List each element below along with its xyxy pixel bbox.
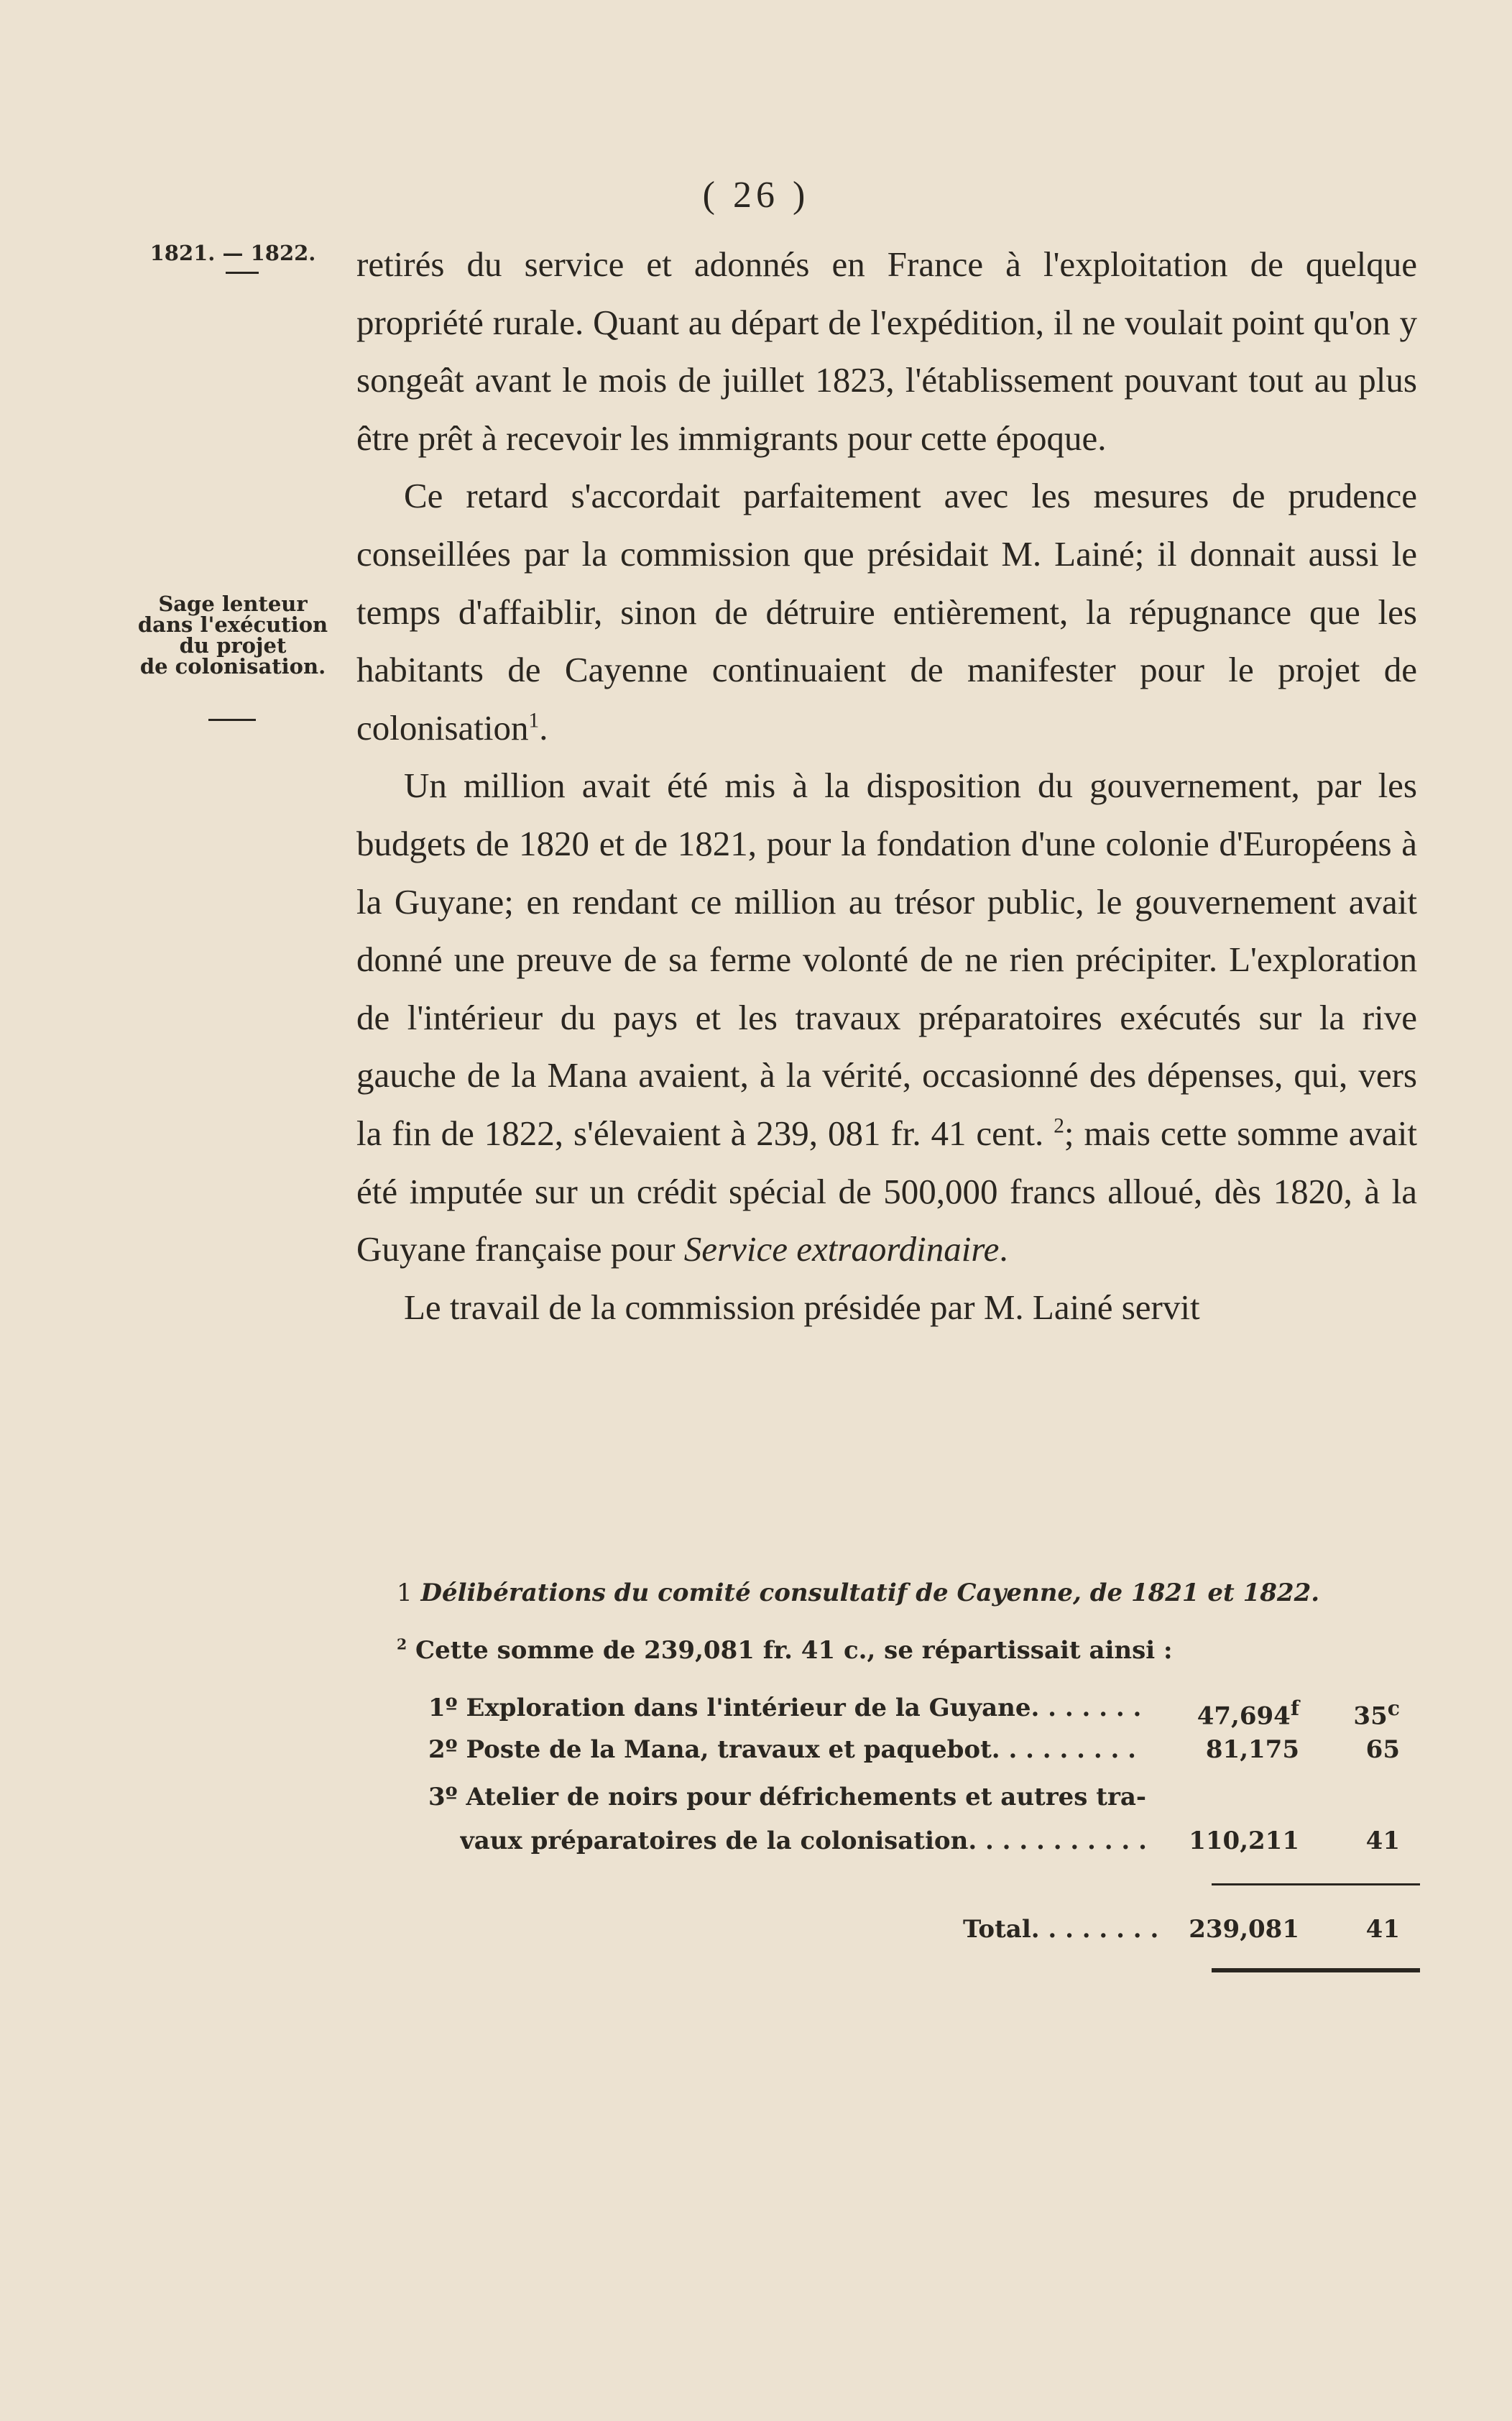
total-double-rule [1212,1968,1420,1972]
margin-sage-line: du projet [179,633,287,658]
total-label: Total. . . . . . . . [963,1915,1159,1944]
expense-francs: 47,694$^f$ [1197,1696,1299,1731]
margin-sage-underline [208,719,256,721]
paragraph-text: Un million avait été mis à la disposition du gouvernement, par les budgets de 1820 et de 1821, pour la fondation d'une colonie d'Européens à la Guyane; en rendant ce million au trésor public, le gouvernement avait donné une preuve de sa ferme volonté de ne rien précipiter. L'exploration de l'intérieur du pays et les travaux préparatoires exécutés sur la rive gauche de la Mana avaient, à la vérité, occasionné des dépenses, qui, vers la fin de 1822, s'élevaient à 239, 081 fr. 41 cent. [356,766,1417,1153]
expense-cents: 35$^c$ [1353,1696,1400,1731]
expense-francs: 110,211 [1189,1827,1299,1855]
footnote-text: Délibérations du comité consultatif de Cayenne, de 1821 et 1822. [420,1579,1320,1607]
page-number: ( 26 ) [702,175,810,216]
italic-phrase: Service extraordinaire [683,1229,1000,1269]
paragraph [356,1279,1417,1337]
total-cents: 41 [1365,1915,1400,1944]
expense-label: 3º Atelier de noirs pour défrichements et autres tra- [428,1783,1147,1811]
francs-unit: f [1290,1696,1299,1720]
footnote-mark: 1 [397,1579,412,1607]
margin-date-note: 1821. — 1822. [149,241,316,265]
paragraph [356,757,1417,1278]
footnote-ref[interactable]: 2 [1054,1114,1064,1138]
footnote-1 [397,1576,1417,1610]
paragraph-text: Le travail de la commission présidée par M. Lainé servit [404,1287,1200,1327]
margin-sage-line: dans l'exécution [137,612,328,637]
paragraph-end: . [999,1229,1008,1269]
footnote-ref[interactable]: 1 [528,709,540,732]
margin-sage-note [133,594,333,677]
expense-label: 1º Exploration dans l'intérieur de la Guyane. . . . . . . [428,1694,1142,1722]
paragraph-text: retirés du service et adonnés en France à l'exploitation de quelque propriété rurale. Quant au départ de l'expédition, il ne voulait point qu'on y songeât avant le mois de juillet 1823, l'établissement pouvant tout au plus être prêt à recevoir les immigrants pour cette époque. [356,244,1417,458]
main-text [356,236,1417,1336]
sum-rule [1212,1883,1420,1885]
paragraph [356,467,1417,757]
expense-francs: 81,175 [1205,1735,1299,1764]
total-francs: 239,081 [1189,1915,1299,1944]
paragraph-continued [356,236,1417,467]
margin-sage-line: Sage lenteur [158,592,308,616]
expense-label: 2º Poste de la Mana, travaux et paquebot. . . . . . . . . [428,1735,1137,1764]
paragraph-text: Ce retard s'accordait parfaitement avec les mesures de prudence conseillées par la commission que présidait M. Lainé; il donnait aussi le temps d'affaiblir, sinon de détruire entièrement, la répugnance que les habitants de Cayenne continuaient de manifester pour le projet de colonisation [356,476,1417,748]
margin-date-underline [226,272,259,274]
footnote-text: Cette somme de 239,081 fr. 41 c., se répartissait ainsi : [415,1636,1173,1665]
expense-cents: 65 [1365,1735,1400,1764]
expense-label: vaux préparatoires de la colonisation. . . . . . . . . . . [460,1827,1147,1855]
expense-cents: 41 [1365,1827,1400,1855]
cents-unit: c [1387,1696,1400,1720]
footnote-mark: 2 [397,1635,407,1653]
paragraph-text: ; mais cette somme avait été imputée sur un crédit spécial de 500,000 francs alloué, dès 1820, à la Guyane française pour [356,1113,1417,1269]
margin-sage-line: de colonisation. [139,654,326,679]
paragraph-end: . [539,707,548,748]
footnote-2 [397,1633,1417,1668]
